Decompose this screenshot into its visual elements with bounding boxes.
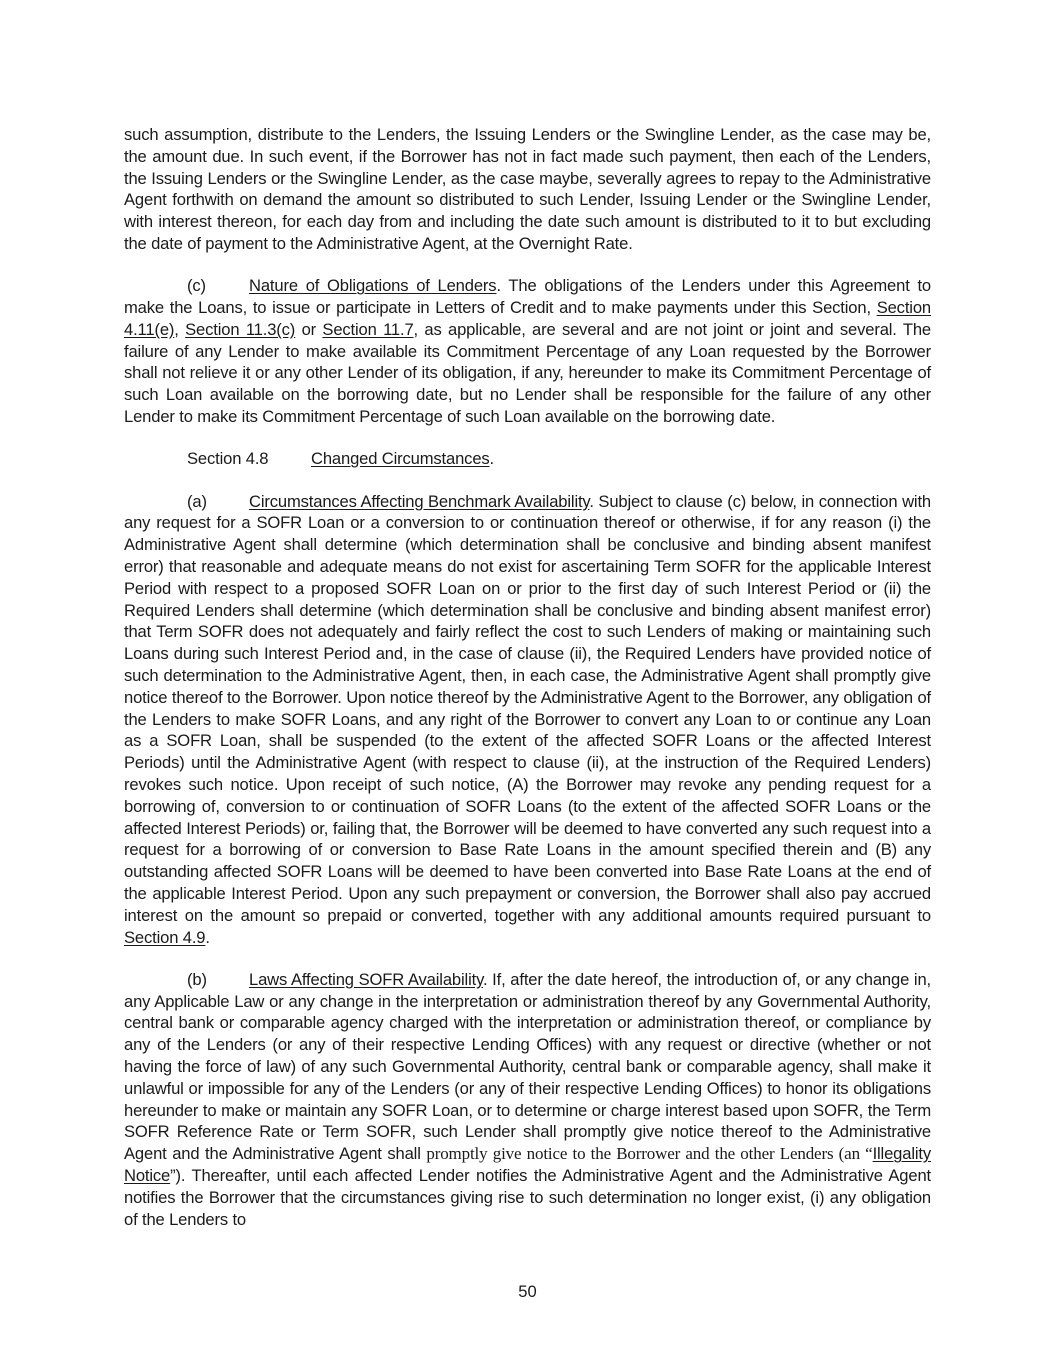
paragraph-c-heading: Nature of Obligations of Lenders [249, 276, 497, 296]
section-11-7-reference: Section 11.7 [322, 319, 414, 339]
paragraph-c-text-2: , as applicable, are several and are not joint or joint and several. The failure of any Lender to make available its Commitment Percentage of any Loan requested by the Borrower shall not relieve it or any other Lender of its obligation, if any, hereunder to make its Commitment Percentage of such Loan available on the borrowing date, but no Lender shall be responsible for the failure of any other Lender to make its Commitment Percentage of such Loan available on the borrowing date. [124, 319, 931, 427]
section-4-9-reference: Section 4.9 [124, 927, 206, 947]
illegality-defined-term: Illegality [872, 1144, 932, 1164]
section-title-period: . [489, 449, 495, 469]
section-title: Changed Circumstances [311, 449, 490, 469]
continuation-paragraph: such assumption, distribute to the Lenders, the Issuing Lenders or the Swingline Lender, as the case may be, the amount due. In such event, if the Borrower has not in fact made such payment, then each of the Lenders, the Issuing Lenders or the Swingline Lender, as the case maybe, severally agrees to repay to the Administrative Agent forthwith on demand the amount so distributed to such Lender, Issuing Lender or the Swingline Lender, with interest thereon, for each day from and including the date such amount is distributed to it to but excluding the date of payment to the Administrative Agent, at the Overnight Rate. [124, 125, 931, 253]
paragraph-c-separator-1: , [174, 319, 186, 339]
section-4-11-e-reference: Section 4.11(e) [124, 298, 931, 339]
paragraph-a-label: (a) [187, 491, 207, 511]
paragraph-a-text-2: . [205, 927, 210, 947]
section-11-3-c-reference: Section 11.3(c) [185, 319, 296, 339]
paragraph-b [124, 969, 931, 1231]
paragraph-a-text-1: . Subject to clause (c) below, in connection with any request for a SOFR Loan or a conversion to or continuation thereof or otherwise, if for any reason (i) the Administrative Agent shall determine (which determination shall be conclusive and binding absent manifest error) that reasonable and adequate means do not exist for ascertaining Term SOFR for the applicable Interest Period with respect to a proposed SOFR Loan on or prior to the first day of such Interest Period or (ii) the Required Lenders shall determine (which determination shall be conclusive and binding absent manifest error) that Term SOFR does not adequately and fairly reflect the cost to such Lenders of making or maintaining such Loans during such Interest Period and, in the case of clause (ii), the Required Lenders have provided notice of such determination to the Administrative Agent, then, in each case, the Administrative Agent shall promptly give notice thereof to the Borrower. Upon notice thereof by the Administrative Agent to the Borrower, any obligation of the Lenders to make SOFR Loans, and any right of the Borrower to convert any Loan to or continue any Loan as a SOFR Loan, shall be suspended (to the extent of the affected SOFR Loans or the affected Interest Periods) until the Administrative Agent (with respect to clause (ii), at the instruction of the Required Lenders) revokes such notice. Upon receipt of such notice, (A) the Borrower may revoke any pending request for a borrowing of, conversion to or continuation of SOFR Loans (to the extent of the affected SOFR Loans or the affected Interest Periods) or, failing that, the Borrower will be deemed to have converted any such request into a request for a borrowing of or conversion to Base Rate Loans in the amount specified therein and (B) any outstanding affected SOFR Loans will be deemed to have been converted into Base Rate Loans at the end of the applicable Interest Period. Upon any such prepayment or conversion, the Borrower shall also pay accrued interest on the amount so prepaid or converted, together with any additional amounts required pursuant to [124, 491, 931, 925]
paragraph-b-text-2: ”). Thereafter, until each affected Lender notifies the Administrative Agent and the Administrative Agent notifies the Borrower that the circumstances giving rise to such determination no longer exist, (i) any obligation of the Lenders to [124, 1166, 931, 1229]
paragraph-c-separator-2: or [295, 319, 323, 339]
paragraph-c-label: (c) [187, 276, 206, 296]
paragraph-a [124, 491, 931, 949]
paragraph-b-heading: Laws Affecting SOFR Availability [249, 969, 483, 989]
page-number: 50 [518, 1282, 537, 1301]
paragraph-b-serif-text: promptly give notice to the Borrower and the other Lenders (an “ [426, 1144, 873, 1164]
document-page [124, 124, 931, 1251]
section-number: Section 4.8 [187, 449, 269, 469]
paragraph-b-label: (b) [187, 969, 207, 989]
paragraph-c-text-1: . The obligations of the Lenders under this Agreement to make the Loans, to issue or participate in Letters of Credit and to make payments under this Section, [124, 276, 931, 318]
notice-defined-term: Notice [124, 1166, 171, 1186]
paragraph-c [124, 275, 931, 428]
section-4-8-heading [124, 448, 931, 470]
paragraph-b-text-1: . If, after the date hereof, the introduction of, or any change in, any Applicable Law or any change in the interpretation or administration thereof by any Governmental Authority, central bank or comparable agency charged with the interpretation or administration thereof, or compliance by any of the Lenders (or any of their respective Lending Offices) with any request or directive (whether or not having the force of law) of any such Governmental Authority, central bank or comparable agency, shall make it unlawful or impossible for any of the Lenders (or any of their respective Lending Offices) to honor its obligations hereunder to make or maintain any SOFR Loan, or to determine or charge interest based upon SOFR, the Term SOFR Reference Rate or Term SOFR, such Lender shall promptly give notice thereof to the Administrative Agent and the Administrative Agent shall [124, 969, 931, 1164]
paragraph-a-heading: Circumstances Affecting Benchmark Availability [249, 491, 590, 511]
